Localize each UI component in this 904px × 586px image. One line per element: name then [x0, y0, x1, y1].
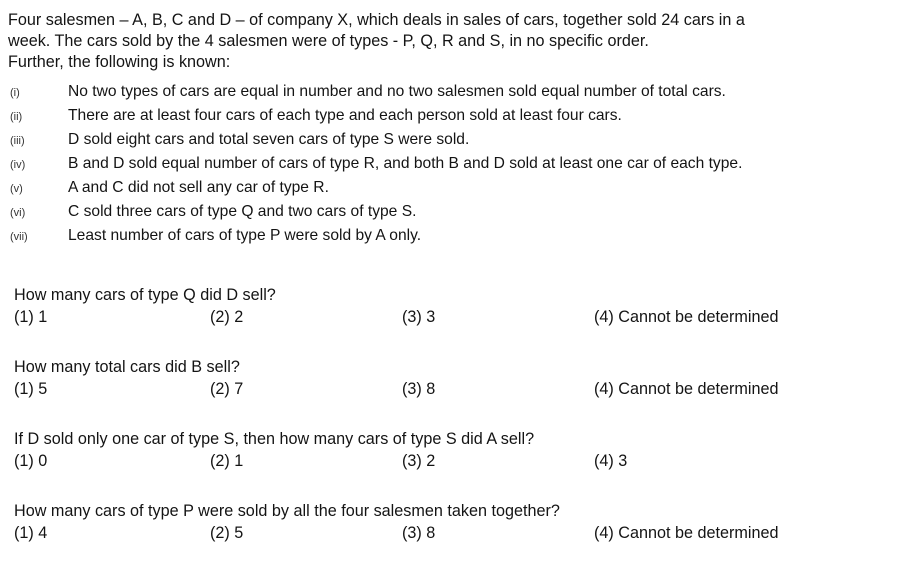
- answer-options: [14, 450, 894, 472]
- condition-item: [8, 152, 898, 176]
- option-3: (3) 8: [402, 380, 436, 398]
- option-3: (3) 2: [402, 452, 436, 470]
- intro-line-1: Four salesmen – A, B, C and D – of company X, which deals in sales of cars, together sold 24 cars in a: [8, 11, 745, 29]
- condition-item: [8, 104, 898, 128]
- question-3: [14, 428, 894, 472]
- question-1: [14, 284, 894, 328]
- option-2: (2) 5: [210, 524, 244, 542]
- condition-text: C sold three cars of type Q and two cars of type S.: [68, 203, 417, 220]
- conditions-list: [8, 80, 898, 248]
- question-stem: How many total cars did B sell?: [14, 358, 240, 376]
- question-2: [14, 356, 894, 400]
- option-3: (3) 3: [402, 308, 436, 326]
- intro-line-2: week. The cars sold by the 4 salesmen were of types - P, Q, R and S, in no specific order.: [8, 32, 649, 50]
- condition-item: [8, 200, 898, 224]
- option-4: (4) Cannot be determined: [594, 308, 779, 326]
- answer-options: [14, 378, 894, 400]
- question-4: [14, 500, 894, 544]
- condition-text: Least number of cars of type P were sold by A only.: [68, 227, 422, 244]
- option-2: (2) 7: [210, 380, 244, 398]
- option-1: (1) 4: [14, 524, 48, 542]
- option-1: (1) 5: [14, 380, 48, 398]
- intro-paragraph: [8, 10, 896, 73]
- answer-options: [14, 522, 894, 544]
- condition-text: D sold eight cars and total seven cars of type S were sold.: [68, 131, 470, 148]
- condition-text: No two types of cars are equal in number and no two salesmen sold equal number of total cars.: [68, 83, 726, 100]
- condition-text: A and C did not sell any car of type R.: [68, 179, 329, 196]
- condition-item: [8, 80, 898, 104]
- question-stem: How many cars of type P were sold by all the four salesmen taken together?: [14, 502, 560, 520]
- option-1: (1) 0: [14, 452, 48, 470]
- option-4: (4) Cannot be determined: [594, 380, 779, 398]
- condition-item: [8, 176, 898, 200]
- question-stem: If D sold only one car of type S, then how many cars of type S did A sell?: [14, 430, 535, 448]
- condition-number: (iii): [10, 135, 25, 147]
- question-stem: How many cars of type Q did D sell?: [14, 286, 276, 304]
- condition-number: (vii): [10, 231, 28, 243]
- option-3: (3) 8: [402, 524, 436, 542]
- option-4: (4) 3: [594, 452, 628, 470]
- condition-number: (iv): [10, 159, 26, 171]
- intro-line-3: Further, the following is known:: [8, 53, 231, 71]
- condition-number: (i): [10, 87, 20, 99]
- option-2: (2) 1: [210, 452, 244, 470]
- option-4: (4) Cannot be determined: [594, 524, 779, 542]
- condition-number: (vi): [10, 207, 26, 219]
- answer-options: [14, 306, 894, 328]
- option-1: (1) 1: [14, 308, 48, 326]
- condition-number: (ii): [10, 111, 23, 123]
- condition-text: There are at least four cars of each type and each person sold at least four cars.: [68, 107, 622, 124]
- condition-number: (v): [10, 183, 23, 195]
- condition-text: B and D sold equal number of cars of type R, and both B and D sold at least one car of each type.: [68, 155, 743, 172]
- option-2: (2) 2: [210, 308, 244, 326]
- condition-item: [8, 128, 898, 152]
- condition-item: [8, 224, 898, 248]
